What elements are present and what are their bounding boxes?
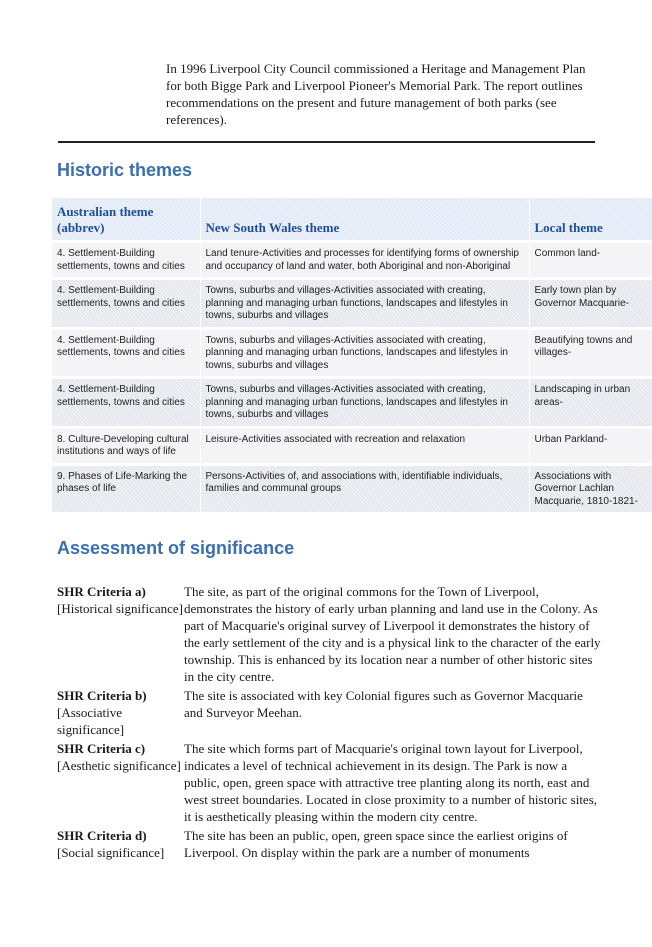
column-header-nsw-theme: New South Wales theme (200, 198, 529, 242)
table-cell: 8. Culture-Developing cultural institutions and ways of life (52, 427, 200, 464)
table-cell: Leisure-Activities associated with recreation and relaxation (200, 427, 529, 464)
table-cell: Beautifying towns and villages- (529, 328, 652, 378)
table-cell: Urban Parkland- (529, 427, 652, 464)
criteria-label (57, 827, 184, 861)
table-cell: 9. Phases of Life-Marking the phases of life (52, 464, 200, 512)
table-row (52, 378, 652, 428)
criteria-label (57, 583, 184, 685)
criteria-text: The site is associated with key Colonial figures such as Governor Macquarie and Surveyor Meehan. (184, 688, 583, 720)
column-header-local-theme: Local theme (529, 198, 652, 242)
table-cell: Common land- (529, 242, 652, 279)
table-row (52, 427, 652, 464)
criteria-name: SHR Criteria b) (57, 688, 147, 703)
intro-paragraph: In 1996 Liverpool City Council commissioned a Heritage and Management Plan for both Bigge Park and Liverpool Pioneer's Memorial Park. The report outlines recommendations on the present and future management of both parks (see references). (166, 61, 586, 127)
criteria-category: [Social significance] (57, 845, 165, 860)
criteria-text: The site, as part of the original commons for the Town of Liverpool, demonstrates the history of early urban planning and land use in the Colony. As part of Macquarie's original survey of Liverpool it demonstrates the history of the early settlement of the city and is a physical link to the character of the early township. This is enhanced by its location near a number of other historic sites in the city centre. (184, 584, 601, 684)
criteria-row (57, 827, 602, 861)
table-cell: 4. Settlement-Building settlements, towns and cities (52, 279, 200, 329)
table-cell: Persons-Activities of, and associations with, identifiable individuals, families and communal groups (200, 464, 529, 512)
table-row (52, 328, 652, 378)
criteria-row (57, 583, 602, 685)
criteria-text: The site has been an public, open, green space since the earliest origins of Liverpool. On display within the park are a number of monuments (184, 828, 568, 860)
criteria-name: SHR Criteria c) (57, 741, 146, 756)
table-cell: Towns, suburbs and villages-Activities associated with creating, planning and managing urban functions, landscapes and lifestyles in towns, suburbs and villages (200, 378, 529, 428)
table-cell: Associations with Governor Lachlan Macquarie, 1810-1821- (529, 464, 652, 512)
criteria-row (57, 740, 602, 825)
criteria-text: The site which forms part of Macquarie's original town layout for Liverpool, indicates a level of technical achievement in its design. The Park is now a public, open, green space with attractive tree planting along its north, east and west street boundaries. Located in close proximity to a number of historic sites, it is aesthetically pleasing within the modern city centre. (184, 741, 598, 824)
criteria-label (57, 740, 184, 825)
criteria-category: [Aesthetic significance] (57, 758, 181, 773)
historic-themes-heading: Historic themes (57, 160, 193, 180)
column-header-australian-theme: Australian theme (abbrev) (52, 198, 200, 242)
criteria-list (57, 583, 602, 863)
section-divider (58, 141, 595, 143)
assessment-heading: Assessment of significance (57, 538, 295, 558)
criteria-name: SHR Criteria a) (57, 584, 146, 599)
criteria-name: SHR Criteria d) (57, 828, 147, 843)
table-cell: 4. Settlement-Building settlements, towns and cities (52, 328, 200, 378)
table-row (52, 242, 652, 279)
table-cell: Land tenure-Activities and processes for identifying forms of ownership and occupancy of land and water, both Aboriginal and non-Aboriginal (200, 242, 529, 279)
table-cell: 4. Settlement-Building settlements, towns and cities (52, 378, 200, 428)
criteria-label (57, 687, 184, 738)
table-cell: 4. Settlement-Building settlements, towns and cities (52, 242, 200, 279)
table-cell: Early town plan by Governor Macquarie- (529, 279, 652, 329)
criteria-category: [Associative significance] (57, 705, 125, 737)
criteria-category: [Historical significance] (57, 601, 183, 616)
table-cell: Towns, suburbs and villages-Activities associated with creating, planning and managing urban functions, landscapes and lifestyles in towns, suburbs and villages (200, 328, 529, 378)
criteria-row (57, 687, 602, 738)
table-cell: Landscaping in urban areas- (529, 378, 652, 428)
table-header-row (52, 198, 652, 242)
table-cell: Towns, suburbs and villages-Activities associated with creating, planning and managing urban functions, landscapes and lifestyles in towns, suburbs and villages (200, 279, 529, 329)
table-row (52, 464, 652, 512)
historic-themes-table (52, 198, 652, 512)
table-row (52, 279, 652, 329)
